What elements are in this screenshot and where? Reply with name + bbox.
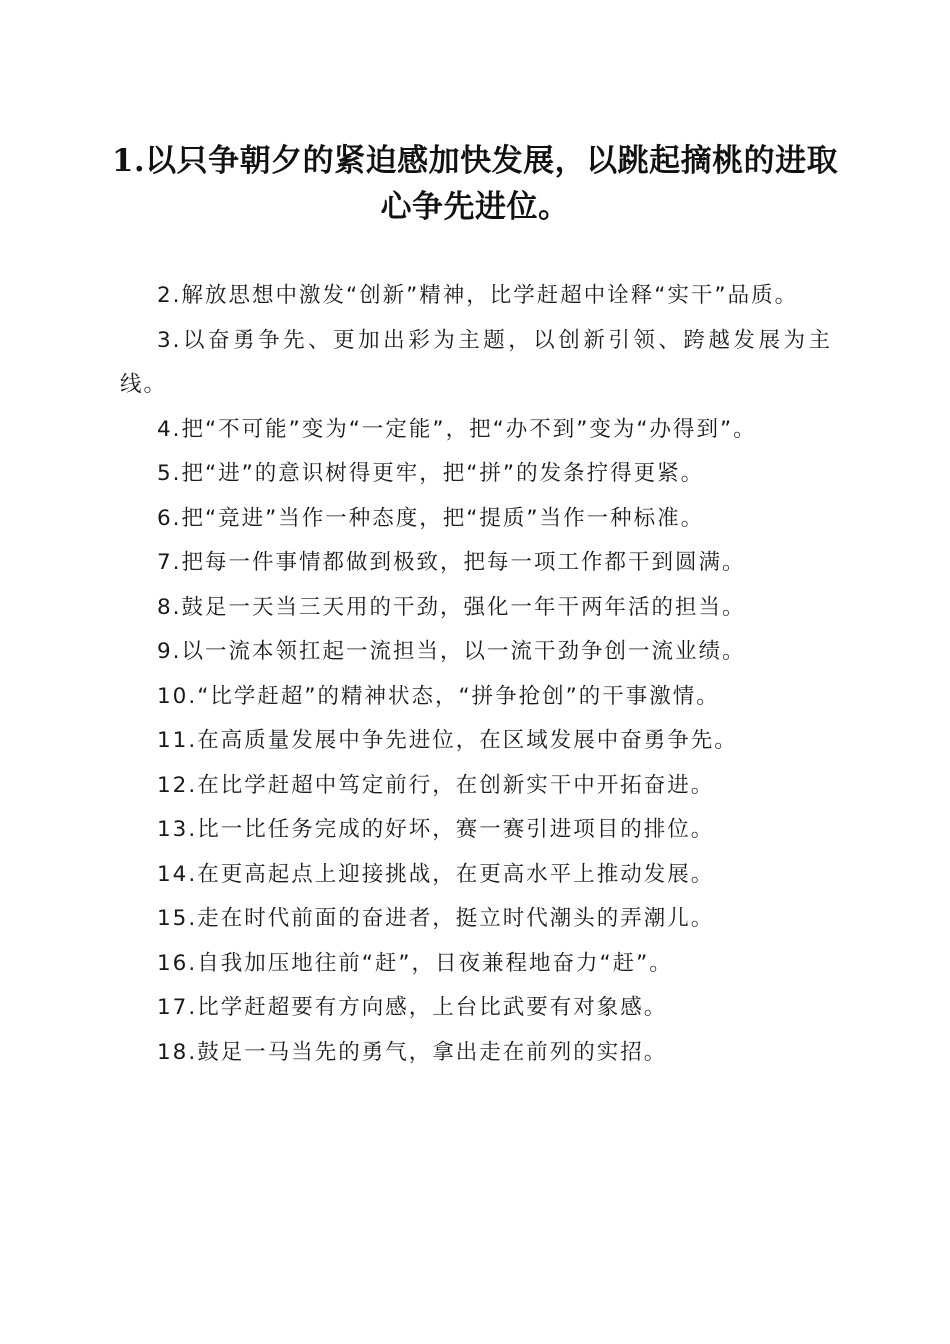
list-item: 17.比学赶超要有方向感，上台比武要有对象感。 [157,995,668,1020]
list-item: 14.在更高起点上迎接挑战，在更高水平上推动发展。 [157,861,715,887]
list-item: 11.在高质量发展中争先进位，在区域发展中奋勇争先。 [157,728,738,753]
list-item: 12.在比学赶超中笃定前行，在创新实干中开拓奋进。 [157,772,715,798]
list-item: 7.把每一件事情都做到极致，把每一项工作都干到圆满。 [157,550,746,575]
list-item: 9.以一流本领扛起一流担当，以一流干劲争创一流业绩。 [157,639,746,664]
list-item: 6.把“竞进”当作一种态度，把“提质”当作一种标准。 [157,505,705,531]
list-item: 3.以奋勇争先、更加出彩为主题，以创新引领、跨越发展为主线。 [120,327,832,397]
list-item: 8.鼓足一天当三天用的干劲，强化一年干两年活的担当。 [157,594,746,620]
list-item: 15.走在时代前面的奋进者，挺立时代潮头的弄潮儿。 [157,906,715,931]
document-title: 1.以只争朝夕的紧迫感加快发展，以跳起摘桃的进取心争先进位。 [111,143,839,225]
document-body [120,274,832,1075]
list-item: 4.把“不可能”变为“一定能”，把“办不到”变为“办得到”。 [157,416,757,442]
list-item: 10.“比学赶超”的精神状态，“拼争抢创”的干事激情。 [157,683,720,709]
list-item: 13.比一比任务完成的好坏，赛一赛引进项目的排位。 [157,817,715,842]
list-item: 5.把“进”的意识树得更牢，把“拼”的发条拧得更紧。 [157,461,705,486]
list-item: 18.鼓足一马当先的勇气，拿出走在前列的实招。 [157,1039,668,1065]
list-item: 2.解放思想中激发“创新”精神，比学赶超中诠释“实干”品质。 [157,283,799,308]
list-item: 16.自我加压地往前“赶”，日夜兼程地奋力“赶”。 [157,950,673,976]
